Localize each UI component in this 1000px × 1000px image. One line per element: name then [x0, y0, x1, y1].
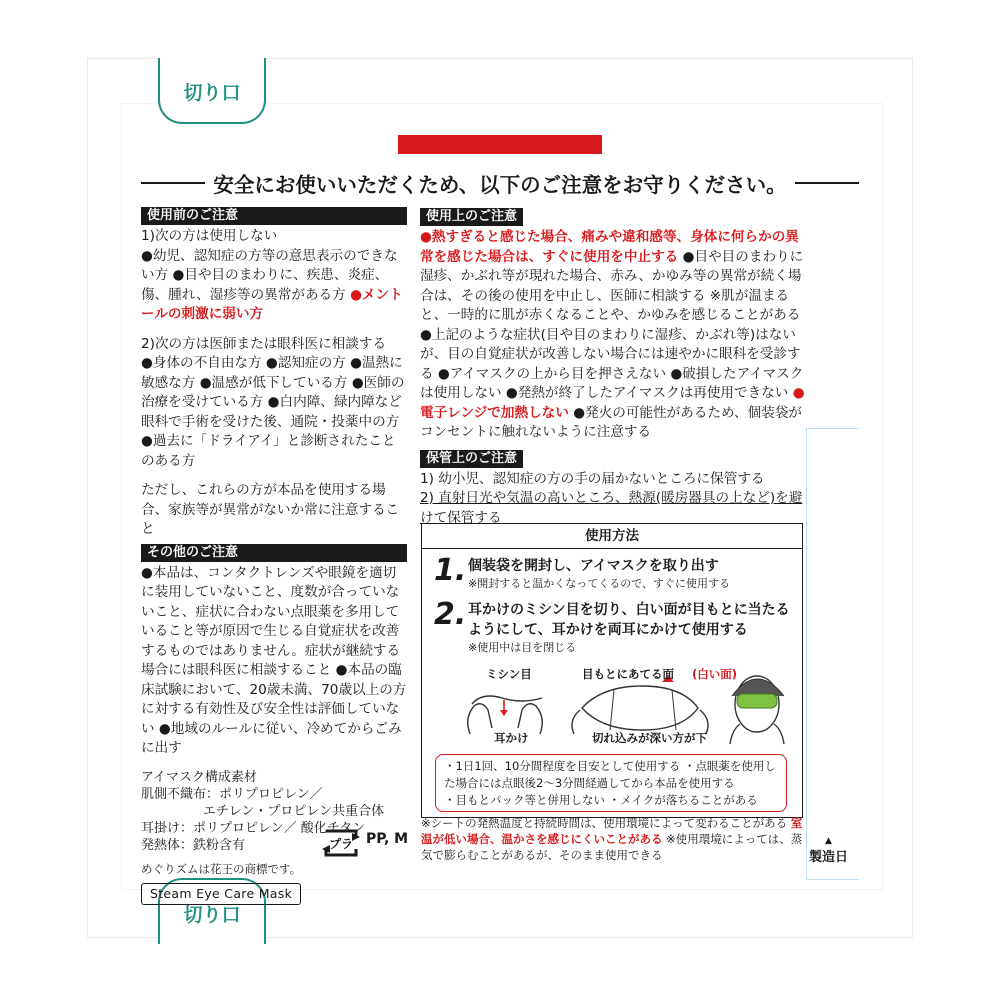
storage-line2: 2) 直射日光や気温の高いところ、熱源(暖房器具の上など)を避けて保管する: [420, 490, 803, 526]
headline-rule-right: [795, 182, 859, 184]
headline: [141, 168, 859, 198]
red-banner: [398, 135, 602, 154]
section-title-other: その他のご注意: [141, 544, 407, 562]
step-1-text: 個装袋を開封し、アイマスクを取り出す: [468, 558, 719, 574]
cut-tab-label: 切り口: [183, 904, 241, 926]
step-2-text: 耳かけのミシン目を切り、白い面が目もとに当たるようにして、耳かけを両耳にかけて使用する: [468, 602, 790, 638]
usage-title: 使用方法: [422, 524, 802, 549]
before-use-p1-body: [141, 247, 407, 325]
manufacture-date-text: 製造日: [809, 850, 849, 865]
materials-title: アイマスク構成素材: [141, 769, 257, 785]
storage-line1: 1) 幼小児、認知症の方の手の届かないところに保管する: [420, 470, 765, 487]
triangle-up-icon: ▲: [825, 836, 832, 846]
left-column: [141, 207, 407, 905]
label-earloop: 耳かけ: [494, 731, 529, 745]
usage-step-1: [434, 553, 730, 592]
menthol-warning: ●メントールの刺激に弱い方: [141, 286, 403, 322]
cut-tab-top[interactable]: [158, 58, 266, 124]
before-use-p2-body: ●身体の不自由な方 ●認知症の方 ●温熱に敏感な方 ●温感が低下している方 ●医師の治療を受けている方 ●白内障、緑内障など眼科で手術を受けた後、通院・投薬中の方 ●過去に「ドライアイ」と診断されたことのある方: [141, 355, 405, 469]
step-1-number: 1.: [434, 553, 467, 588]
footnote-b: ※使用環境によっては、蒸気で膨らむことがあるが、そのまま使用できる: [421, 832, 803, 862]
materials-line4: 発熱体：鉄粉含有: [141, 837, 246, 853]
footnote: [421, 815, 803, 863]
step-1-note: ※開封すると温かくなってくるので、すぐに使用する: [468, 577, 730, 590]
step-2-number: 2.: [434, 597, 467, 632]
footnote-a: ※シートの発熱温度と持続時間は、使用環境によって変わることがある: [421, 816, 788, 830]
materials-line2: エチレン・プロピレン共重合体: [203, 803, 385, 819]
recycle-pla-icon: [318, 823, 364, 863]
section-title-before-use: 使用前のご注意: [141, 207, 407, 225]
label-white-side: (白い面): [692, 667, 738, 681]
usage-box: [421, 523, 803, 818]
manufacture-date-area: [806, 428, 859, 880]
step-2-note: ※使用中は目を閉じる: [468, 641, 577, 654]
before-use-p3: ただし、これらの方が本品を使用する場合、家族等が異常がないか常に注意すること: [141, 482, 400, 537]
label-face-side: 目もとにあてる面: [582, 667, 674, 681]
right-column: [420, 207, 806, 528]
label-perforation: ミシン目: [486, 667, 532, 681]
microwave-warning: ●電子レンジで加熱しない: [420, 385, 805, 421]
recycle-label: プラ: [328, 837, 354, 851]
during-use-body: [420, 228, 806, 443]
usage-note-1: ・1日1回、10分間程度を目安として使用する ・点眼薬を使用した場合には点眼後2～3分間経過してから本品を使用する: [444, 759, 776, 790]
other-body: ●本品は、コンタクトレンズや眼鏡を適切に装用していないこと、度数が合っていないこと、症状に合わない点眼薬を多用していること等が原因で生じる自覚症状を改善するものではありません。症状が継続する場合には眼科医に相談すること ●本品の臨床試験において、20歳未満、70歳以上の方に対する有効性及び安全性は評価していない ●地域のルールに従い、冷めてからごみに出す: [141, 564, 407, 756]
during-use-red-warning: ●熱すぎると感じた場合、痛みや違和感等、身体に何らかの異常を感じた場合は、すぐに使用を中止する: [420, 229, 799, 265]
headline-rule-left: [141, 182, 205, 184]
during-use-text1: ●目や目のまわりに湿疹、かぶれ等が現れた場合、赤み、かゆみ等の異常が続く場合は、その後の使用を中止し、医師に相談する ※肌が温まると、一時的に肌が赤くなることや、かゆみを感じることがある ●上記のような症状(目や目のまわりに湿疹、かぶれ等)はないが、目の自覚症状が改善しない場合には速やかに眼科を受診する ●アイマスクの上から目を押さえない ●破損したアイマスクは使用しない ●発熱が終了したアイマスクは再使用できない: [420, 248, 804, 401]
trademark-note: めぐりズムは花王の商標です。: [141, 861, 302, 876]
materials-line3: 耳掛け：ポリプロピレン／ 酸化チタン: [141, 820, 366, 836]
usage-illustration: [442, 664, 787, 746]
manufacture-date-label: [809, 837, 848, 865]
label-deep-cut: 切れ込みが深い方が下: [592, 731, 707, 745]
usage-notes-box: [435, 754, 787, 812]
materials-line1: 肌側不織布：ポリプロピレン／: [141, 786, 323, 802]
before-use-p1-head: 1)次の方は使用しない: [141, 228, 278, 244]
recycle-materials: PP, M: [366, 831, 409, 847]
cut-tab-label: 切り口: [183, 82, 241, 104]
before-use-p2-head: 2)次の方は医師または眼科医に相談する: [141, 335, 387, 352]
usage-note-2: ・目もとパック等と併用しない ・メイクが落ちることがある: [444, 793, 758, 807]
section-title-during-use: 使用上のご注意: [420, 208, 523, 226]
during-use-text2: ●発火の可能性があるため、個装袋がコンセントに触れないように注意する: [420, 404, 803, 440]
footnote-red: 室温が低い場合、温かさを感じにくいことがある: [421, 816, 803, 846]
section-title-storage: 保管上のご注意: [420, 450, 523, 468]
product-name-box: Steam Eye Care Mask: [141, 883, 301, 905]
usage-step-2: [434, 597, 802, 656]
before-use-p1-text: ●幼児、認知症の方等の意思表示のできない方 ●目や目のまわりに、疾患、炎症、傷、腫れ、湿疹等の異常がある方: [141, 247, 398, 303]
headline-text: 安全にお使いいただくため、以下のご注意をお守りください。: [213, 173, 787, 197]
